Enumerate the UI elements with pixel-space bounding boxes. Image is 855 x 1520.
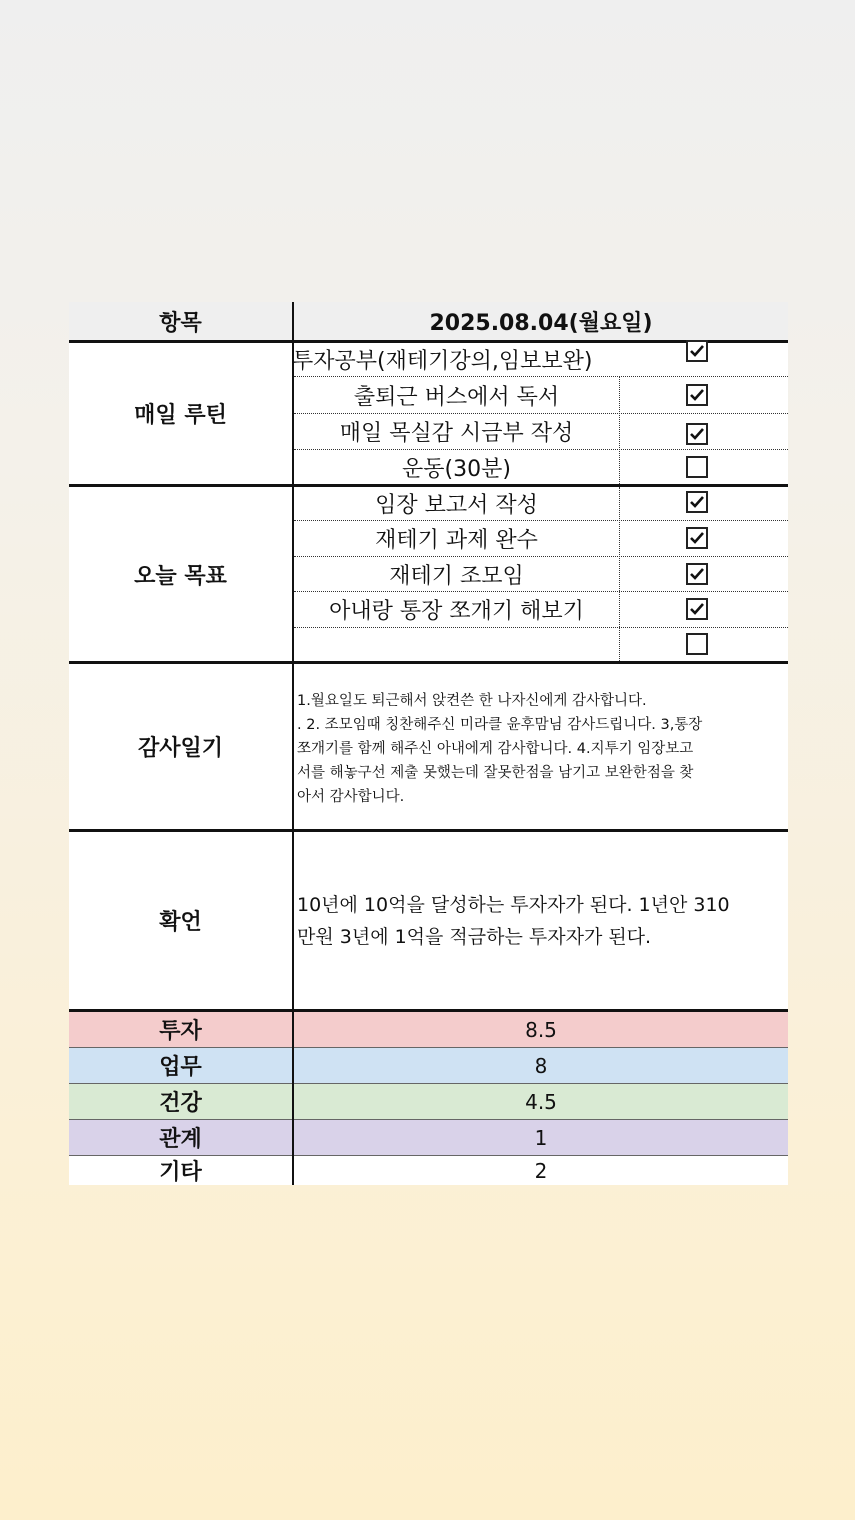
header-item-label: 항목 bbox=[159, 310, 202, 336]
goal-task-4: 아내랑 통장 쪼개기 해보기 bbox=[329, 599, 584, 624]
gratitude-line: 아서 감사합니다. bbox=[297, 789, 405, 805]
check-icon bbox=[689, 427, 705, 441]
score-row-relationship bbox=[69, 1120, 788, 1155]
score-value: 2 bbox=[534, 1158, 548, 1183]
routine-task-2: 출퇴근 버스에서 독서 bbox=[353, 384, 560, 410]
routine-checkbox-1[interactable] bbox=[686, 340, 708, 362]
gratitude-line: . 2. 조모임때 칭찬해주신 미라클 윤후맘님 감사드립니다. 3,통장 bbox=[297, 717, 703, 733]
routine-task-1: 투자공부(재테기강의,임보보완) bbox=[292, 349, 593, 374]
score-label: 건강 bbox=[159, 1091, 202, 1116]
goal-task-2: 재테기 과제 완수 bbox=[375, 528, 538, 553]
affirmation-line: 만원 3년에 1억을 적금하는 투자자가 된다. bbox=[297, 926, 652, 948]
score-value: 4.5 bbox=[525, 1089, 557, 1114]
gratitude-line: 쪼개기를 함께 해주신 아내에게 감사합니다. 4.지투기 임장보고 bbox=[297, 741, 694, 757]
score-label: 투자 bbox=[159, 1019, 202, 1044]
score-label: 관계 bbox=[159, 1127, 202, 1152]
daily-routine-label: 매일 루틴 bbox=[134, 403, 227, 428]
gratitude-label: 감사일기 bbox=[137, 736, 223, 761]
routine-task-4: 운동(30분) bbox=[402, 456, 511, 482]
check-icon bbox=[689, 531, 705, 545]
goal-checkbox-1[interactable] bbox=[686, 491, 708, 513]
score-row-work bbox=[69, 1048, 788, 1083]
score-label: 기타 bbox=[159, 1160, 202, 1185]
score-row-investment bbox=[69, 1012, 788, 1047]
goal-task-1: 임장 보고서 작성 bbox=[375, 493, 538, 518]
goal-task-3: 재테기 조모임 bbox=[389, 563, 524, 589]
routine-task-3: 매일 목실감 시금부 작성 bbox=[339, 421, 574, 446]
affirmation-line: 10년에 10억을 달성하는 투자자가 된다. 1년안 310 bbox=[297, 894, 730, 916]
gratitude-line: 1.월요일도 퇴근해서 앉켠쓴 한 나자신에게 감사합니다. bbox=[297, 693, 647, 709]
check-icon bbox=[689, 495, 705, 509]
goal-checkbox-2[interactable] bbox=[686, 527, 708, 549]
check-icon bbox=[689, 567, 705, 581]
routine-checkbox-2[interactable] bbox=[686, 384, 708, 406]
score-value: 8 bbox=[534, 1053, 548, 1078]
score-row-etc bbox=[69, 1156, 788, 1185]
affirmation-text bbox=[297, 889, 785, 953]
header-date-label: 2025.08.04(월요일) bbox=[429, 310, 653, 336]
routine-checkbox-4[interactable] bbox=[686, 456, 708, 478]
daily-log-sheet bbox=[69, 302, 788, 1185]
checkbox-column-divider bbox=[619, 376, 620, 484]
score-value: 1 bbox=[534, 1125, 548, 1150]
check-icon bbox=[689, 388, 705, 402]
check-icon bbox=[689, 602, 705, 616]
affirmation-label: 확언 bbox=[159, 910, 202, 935]
score-divider bbox=[69, 1155, 788, 1156]
score-row-health bbox=[69, 1084, 788, 1119]
goal-checkbox-5[interactable] bbox=[686, 633, 708, 655]
routine-checkbox-3[interactable] bbox=[686, 423, 708, 445]
goal-checkbox-4[interactable] bbox=[686, 598, 708, 620]
gratitude-text bbox=[297, 689, 785, 809]
gratitude-line: 서를 해놓구선 제출 못했는데 잘못한점을 남기고 보완한점을 찾 bbox=[297, 765, 694, 781]
checkbox-column-divider bbox=[619, 487, 620, 661]
score-column-divider bbox=[292, 1009, 294, 1185]
score-divider bbox=[69, 1119, 788, 1120]
goal-checkbox-3[interactable] bbox=[686, 563, 708, 585]
score-divider bbox=[69, 1047, 788, 1048]
today-goals-label: 오늘 목표 bbox=[134, 563, 227, 589]
score-divider bbox=[69, 1083, 788, 1084]
goal-task-5 bbox=[294, 628, 619, 661]
check-icon bbox=[689, 344, 705, 358]
score-label: 업무 bbox=[159, 1055, 202, 1080]
score-value: 8.5 bbox=[525, 1017, 557, 1042]
